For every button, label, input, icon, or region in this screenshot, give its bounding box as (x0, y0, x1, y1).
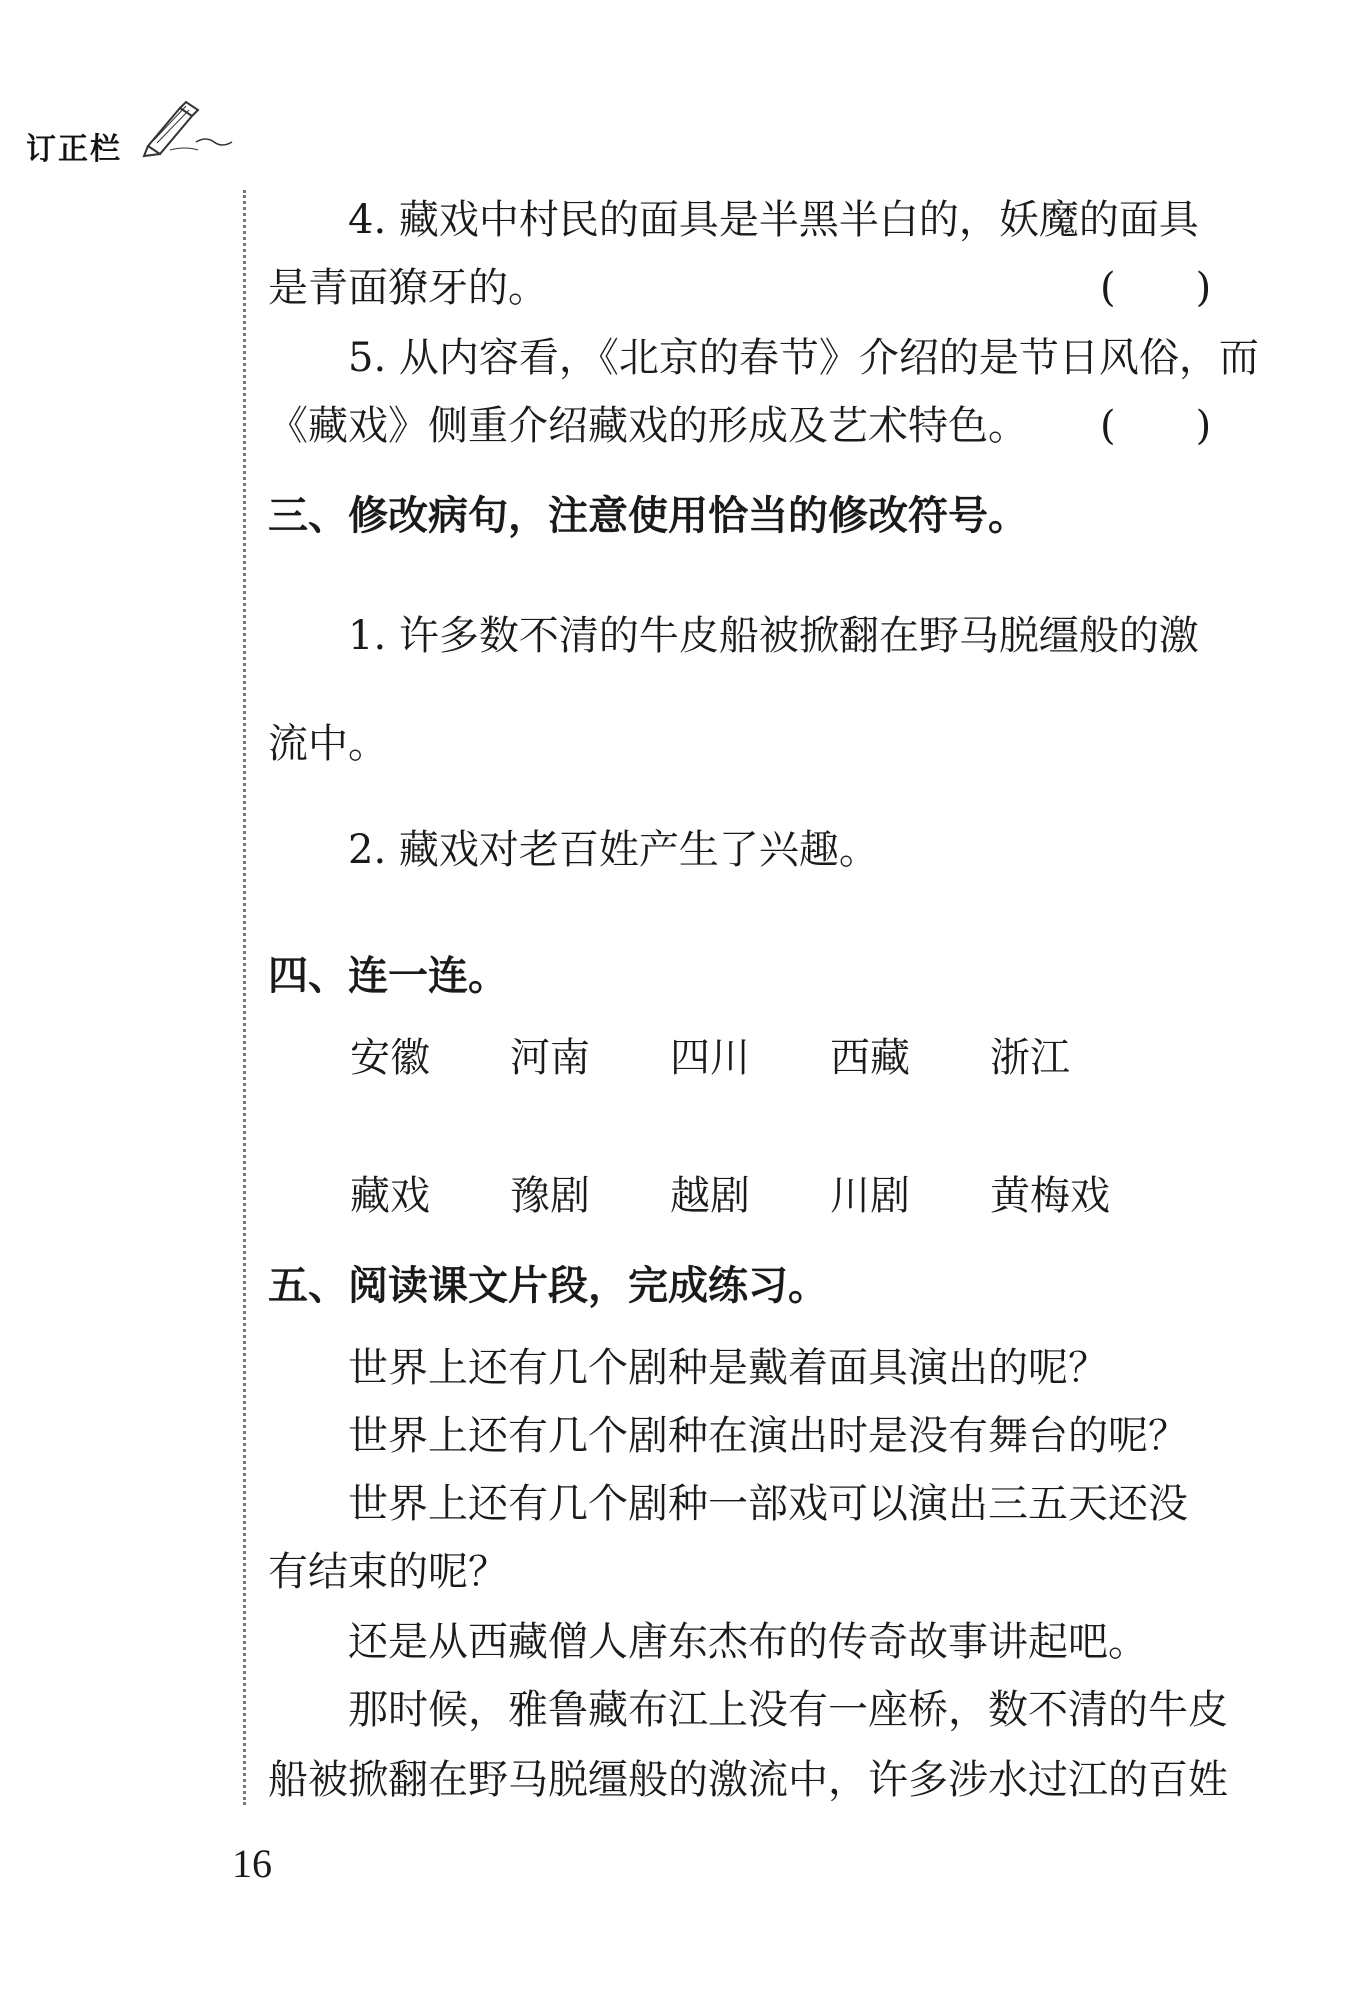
match-opera[interactable]: 藏戏 (350, 1173, 430, 1219)
passage-line: 那时候，雅鲁藏布江上没有一座桥，数不清的牛皮 (348, 1687, 1228, 1733)
match-opera[interactable]: 川剧 (830, 1173, 910, 1219)
correction-column-label: 订正栏 (26, 132, 122, 167)
match-province[interactable]: 西藏 (830, 1035, 910, 1081)
sentence-item-2: 2. 藏戏对老百姓产生了兴趣。 (348, 827, 879, 873)
match-province[interactable]: 四川 (670, 1035, 750, 1081)
passage-line: 世界上还有几个剧种是戴着面具演出的呢？ (348, 1345, 1108, 1391)
section-4-heading: 四、连一连。 (268, 953, 508, 999)
judge-item-4-line-1: 4. 藏戏中村民的面具是半黑半白的，妖魔的面具 (348, 197, 1199, 243)
page-number: 16 (232, 1841, 272, 1886)
margin-dotted-line (243, 190, 246, 1805)
passage-line: 还是从西藏僧人唐东杰布的传奇故事讲起吧。 (348, 1619, 1148, 1665)
match-opera[interactable]: 越剧 (670, 1173, 750, 1219)
sentence-item-1-line-2: 流中。 (268, 721, 388, 767)
sentence-item-1-line-1: 1. 许多数不清的牛皮船被掀翻在野马脱缰般的激 (348, 613, 1199, 659)
section-5-heading: 五、阅读课文片段，完成练习。 (268, 1263, 828, 1309)
pencil-icon (140, 98, 240, 158)
judge-item-5-line-2: 《藏戏》侧重介绍藏戏的形成及艺术特色。 (268, 403, 1028, 449)
match-province[interactable]: 浙江 (990, 1035, 1070, 1081)
match-opera[interactable]: 豫剧 (510, 1173, 590, 1219)
answer-parentheses[interactable]: ( ) (1100, 265, 1212, 311)
match-province[interactable]: 河南 (510, 1035, 590, 1081)
section-3-heading: 三、修改病句，注意使用恰当的修改符号。 (268, 493, 1028, 539)
passage-line: 世界上还有几个剧种一部戏可以演出三五天还没 (348, 1481, 1188, 1527)
match-opera[interactable]: 黄梅戏 (990, 1173, 1110, 1219)
judge-item-5-line-1: 5. 从内容看，《北京的春节》介绍的是节日风俗，而 (348, 335, 1259, 381)
judge-item-4-line-2: 是青面獠牙的。 (268, 265, 548, 311)
passage-line: 有结束的呢？ (268, 1549, 508, 1595)
match-province[interactable]: 安徽 (350, 1035, 430, 1081)
passage-line: 船被掀翻在野马脱缰般的激流中，许多涉水过江的百姓 (268, 1757, 1228, 1803)
passage-line: 世界上还有几个剧种在演出时是没有舞台的呢？ (348, 1413, 1188, 1459)
answer-parentheses[interactable]: ( ) (1100, 403, 1212, 449)
